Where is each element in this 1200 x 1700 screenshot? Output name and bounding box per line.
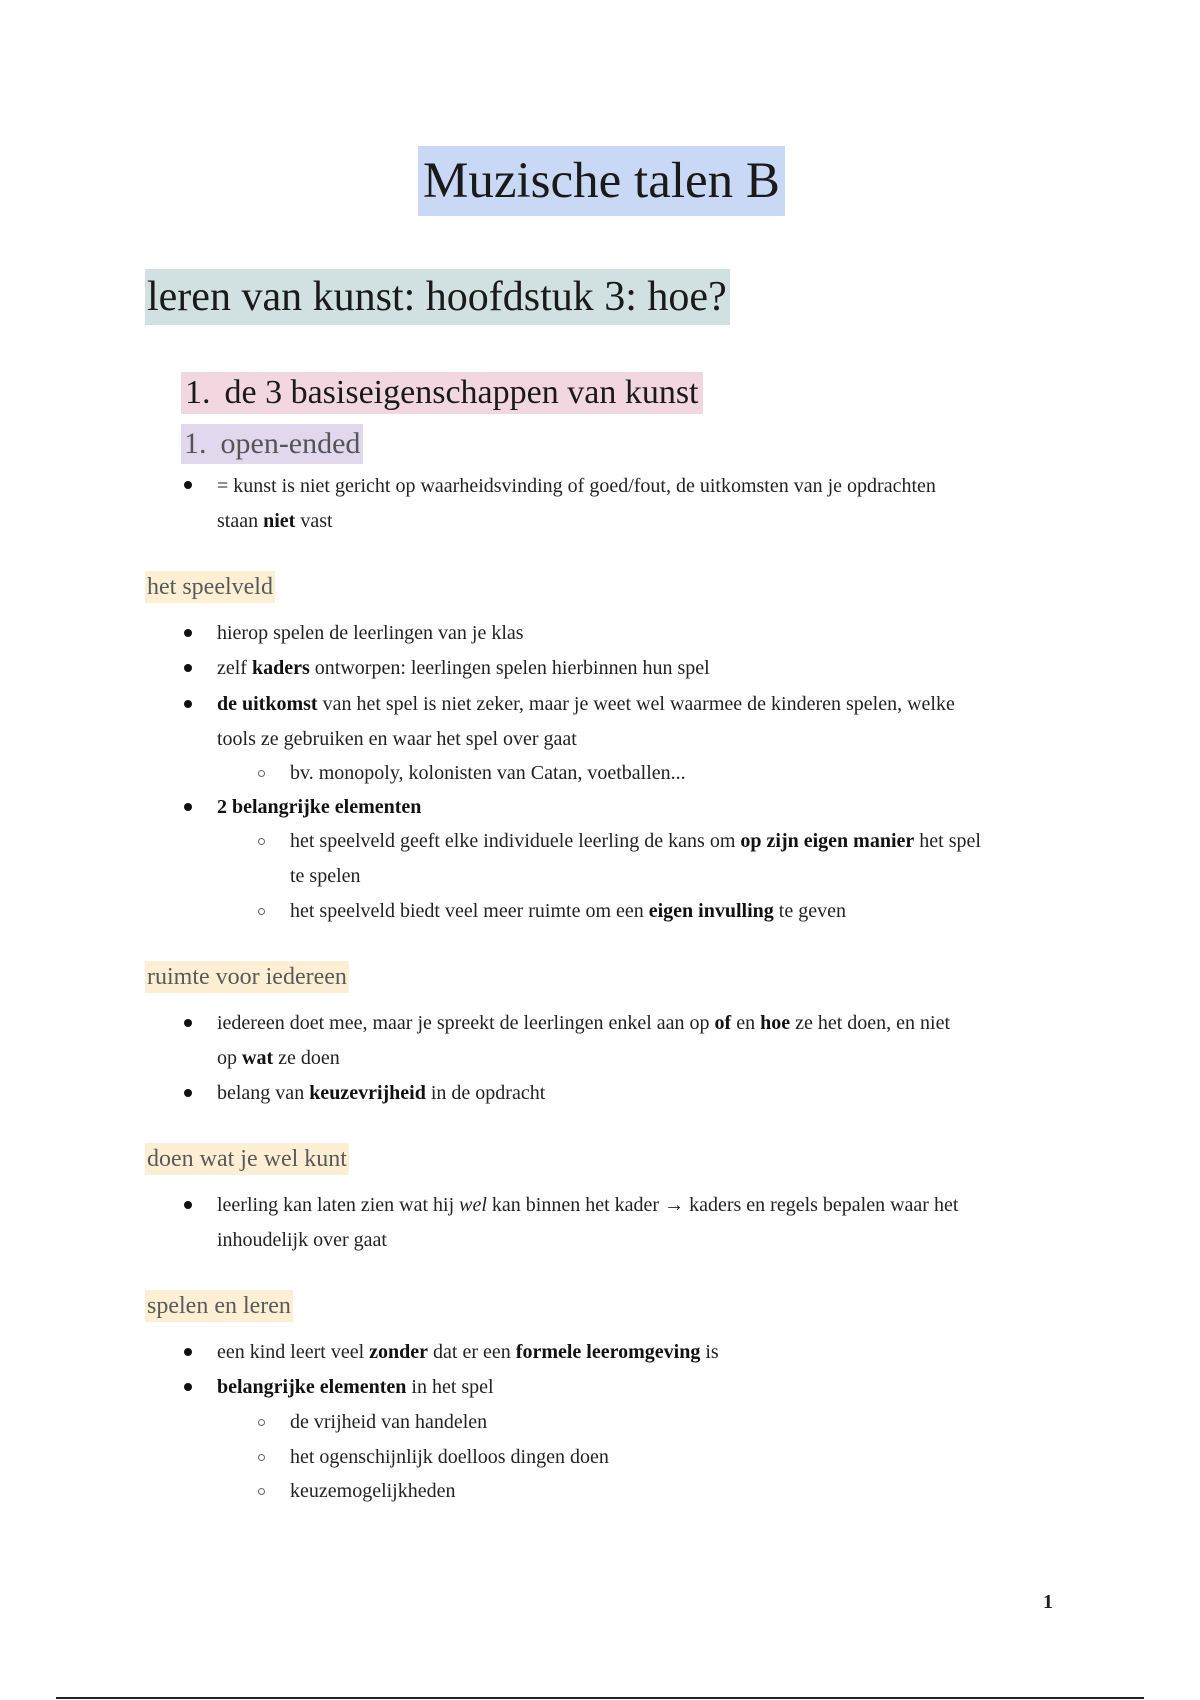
document-title: Muzische talen B (418, 146, 785, 216)
bullet-icon (184, 803, 192, 811)
bullet-icon (184, 481, 192, 489)
open-ended-text-line2: staan niet vast (217, 510, 333, 532)
heading-doen: doen wat je wel kunt (145, 1143, 349, 1175)
open-ended-text-line1: = kunst is niet gericht op waarheidsvinding of goed/fout, de uitkomsten van je opdrachten (217, 475, 936, 497)
speelveld-sub-bullet-1-line2: te spelen (290, 865, 361, 887)
speelveld-bullet-2: zelf kaders ontworpen: leerlingen spelen hierbinnen hun spel (217, 657, 710, 679)
speelveld-bullet-1: hierop spelen de leerlingen van je klas (217, 622, 524, 644)
subsection-number: 1. (184, 427, 207, 460)
subsection-label: open-ended (220, 427, 361, 460)
heading-ruimte: ruimte voor iedereen (145, 961, 349, 993)
spelen-sub-bullet-3: keuzemogelijkheden (290, 1480, 456, 1502)
spelen-sub-bullet-1: de vrijheid van handelen (290, 1411, 488, 1433)
spelen-sub-bullet-2: het ogenschijnlijk doelloos dingen doen (290, 1446, 609, 1468)
section-label: de 3 basiseigenschappen van kunst (224, 374, 699, 411)
doen-bullet-1-line2: inhoudelijk over gaat (217, 1229, 387, 1251)
speelveld-bullet-4: 2 belangrijke elementen (217, 796, 422, 818)
bullet-icon (184, 629, 192, 637)
bullet-icon (184, 1348, 192, 1356)
sub-bullet-icon (258, 838, 265, 845)
chapter-heading: leren van kunst: hoofdstuk 3: hoe? (145, 269, 730, 325)
speelveld-sub-bullet: bv. monopoly, kolonisten van Catan, voetballen... (290, 762, 686, 784)
speelveld-bullet-3: de uitkomst van het spel is niet zeker, maar je weet wel waarmee de kinderen spelen, welke (217, 693, 955, 715)
page-number: 1 (1043, 1591, 1053, 1613)
speelveld-sub-bullet-2: het speelveld biedt veel meer ruimte om een eigen invulling te geven (290, 900, 846, 922)
heading-spelen: spelen en leren (145, 1290, 293, 1322)
bullet-icon (184, 1089, 192, 1097)
spelen-bullet-2: belangrijke elementen in het spel (217, 1376, 494, 1398)
heading-speelveld: het speelveld (145, 571, 275, 603)
doen-bullet-1: leerling kan laten zien wat hij wel kan binnen het kader → kaders en regels bepalen waar het (217, 1194, 959, 1216)
bullet-icon (184, 664, 192, 672)
bullet-icon (184, 700, 192, 708)
ruimte-bullet-2: belang van keuzevrijheid in de opdracht (217, 1082, 546, 1104)
sub-bullet-icon (258, 1454, 265, 1461)
subsection-heading (181, 424, 363, 464)
sub-bullet-icon (258, 908, 265, 915)
bullet-icon (184, 1383, 192, 1391)
speelveld-sub-bullet-1: het speelveld geeft elke individuele leerling de kans om op zijn eigen manier het spel (290, 830, 981, 852)
bottom-divider (56, 1697, 1144, 1699)
spelen-bullet-1: een kind leert veel zonder dat er een formele leeromgeving is (217, 1341, 719, 1363)
sub-bullet-icon (258, 1419, 265, 1426)
bullet-icon (184, 1201, 192, 1209)
section-heading (181, 372, 703, 414)
speelveld-bullet-3-line2: tools ze gebruiken en waar het spel over gaat (217, 728, 577, 750)
sub-bullet-icon (258, 1488, 265, 1495)
sub-bullet-icon (258, 770, 265, 777)
ruimte-bullet-1-line2: op wat ze doen (217, 1047, 340, 1069)
ruimte-bullet-1: iedereen doet mee, maar je spreekt de leerlingen enkel aan op of en hoe ze het doen, en niet (217, 1012, 951, 1034)
section-number: 1. (185, 374, 211, 411)
bullet-icon (184, 1019, 192, 1027)
